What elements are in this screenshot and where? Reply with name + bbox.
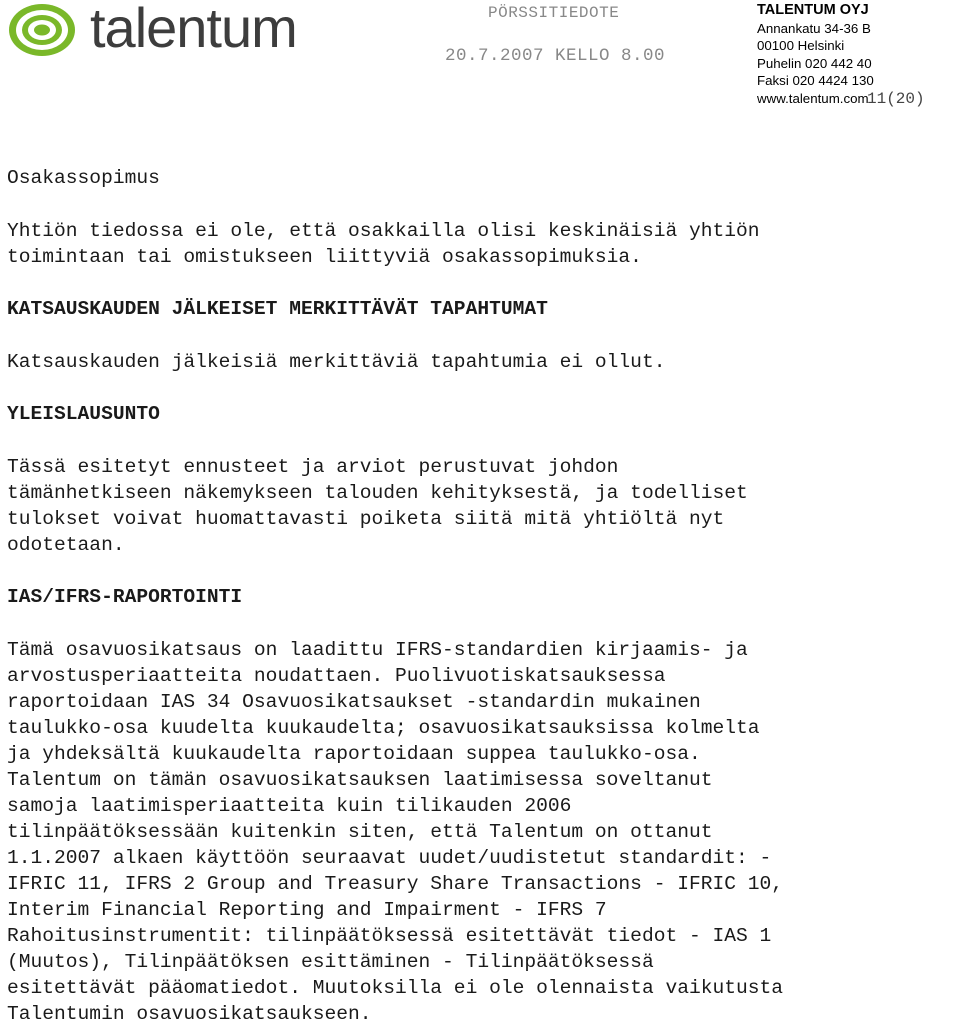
paragraph-line: Talentumin osavuosikatsaukseen. bbox=[7, 1003, 372, 1025]
release-type: PÖRSSITIEDOTE bbox=[488, 4, 620, 22]
paragraph-line: Tässä esitetyt ennusteet ja arviot perustuvat johdon bbox=[7, 456, 619, 478]
paragraph-line: Rahoitusinstrumentit: tilinpäätöksessä esitettävät tiedot - IAS 1 bbox=[7, 925, 772, 947]
page-number: 11(20) bbox=[867, 90, 925, 108]
paragraph-line: Katsauskauden jälkeisiä merkittäviä tapahtumia ei ollut. bbox=[7, 351, 666, 373]
paragraph-line: tulokset voivat huomattavasti poiketa siitä mitä yhtiöltä nyt bbox=[7, 508, 725, 530]
paragraph-line: ja yhdeksältä kuukaudelta raportoidaan suppea taulukko-osa. bbox=[7, 743, 701, 765]
contact-phone: Puhelin 020 442 40 bbox=[757, 55, 872, 71]
contact-fax: Faksi 020 4424 130 bbox=[757, 73, 874, 89]
company-logo bbox=[6, 2, 366, 58]
contact-postal: 00100 Helsinki bbox=[757, 38, 845, 54]
paragraph-line: tämänhetkiseen näkemykseen talouden kehityksestä, ja todelliset bbox=[7, 482, 748, 504]
talentum-logo-mark-icon bbox=[6, 2, 80, 58]
paragraph-line: toimintaan tai omistukseen liittyviä osakassopimuksia. bbox=[7, 246, 642, 268]
section-heading-jalkeiset-tapahtumat: KATSAUSKAUDEN JÄLKEISET MERKITTÄVÄT TAPAHTUMAT bbox=[7, 298, 548, 320]
paragraph-line: odotetaan. bbox=[7, 534, 125, 556]
contact-company: TALENTUM OYJ bbox=[757, 2, 869, 18]
paragraph-line: (Muutos), Tilinpäätöksen esittäminen - Tilinpäätöksessä bbox=[7, 951, 654, 973]
paragraph-line: taulukko-osa kuudelta kuukaudelta; osavuosikatsauksissa kolmelta bbox=[7, 717, 760, 739]
paragraph-line: Yhtiön tiedossa ei ole, että osakkailla olisi keskinäisiä yhtiön bbox=[7, 220, 760, 242]
paragraph-line: arvostusperiaatteita noudattaen. Puolivuotiskatsauksessa bbox=[7, 665, 666, 687]
contact-address: Annankatu 34-36 B bbox=[757, 20, 871, 36]
section-heading-yleislausunto: YLEISLAUSUNTO bbox=[7, 403, 160, 425]
paragraph-line: samoja laatimisperiaatteita kuin tilikauden 2006 bbox=[7, 795, 572, 817]
paragraph-line: Interim Financial Reporting and Impairment - IFRS 7 bbox=[7, 899, 607, 921]
paragraph-line: Talentum on tämän osavuosikatsauksen laatimisessa soveltanut bbox=[7, 769, 713, 791]
section-heading-ias-ifrs: IAS/IFRS-RAPORTOINTI bbox=[7, 586, 243, 608]
release-date: 20.7.2007 KELLO 8.00 bbox=[445, 46, 666, 66]
contact-web[interactable]: www.talentum.com bbox=[757, 90, 869, 106]
paragraph-line: raportoidaan IAS 34 Osavuosikatsaukset -standardin mukainen bbox=[7, 691, 701, 713]
paragraph-line: Tämä osavuosikatsaus on laadittu IFRS-standardien kirjaamis- ja bbox=[7, 639, 748, 661]
contact-block bbox=[757, 2, 874, 108]
section-heading-osakassopimus: Osakassopimus bbox=[7, 167, 160, 189]
paragraph-line: IFRIC 11, IFRS 2 Group and Treasury Share Transactions - IFRIC 10, bbox=[7, 873, 784, 895]
paragraph-line: esitettävät pääomatiedot. Muutoksilla ei ole olennaista vaikutusta bbox=[7, 977, 784, 999]
paragraph-line: tilinpäätöksessään kuitenkin siten, että Talentum on ottanut bbox=[7, 821, 713, 843]
paragraph-line: 1.1.2007 alkaen käyttöön seuraavat uudet/uudistetut standardit: - bbox=[7, 847, 772, 869]
logo-wordmark: talentum bbox=[90, 0, 297, 59]
